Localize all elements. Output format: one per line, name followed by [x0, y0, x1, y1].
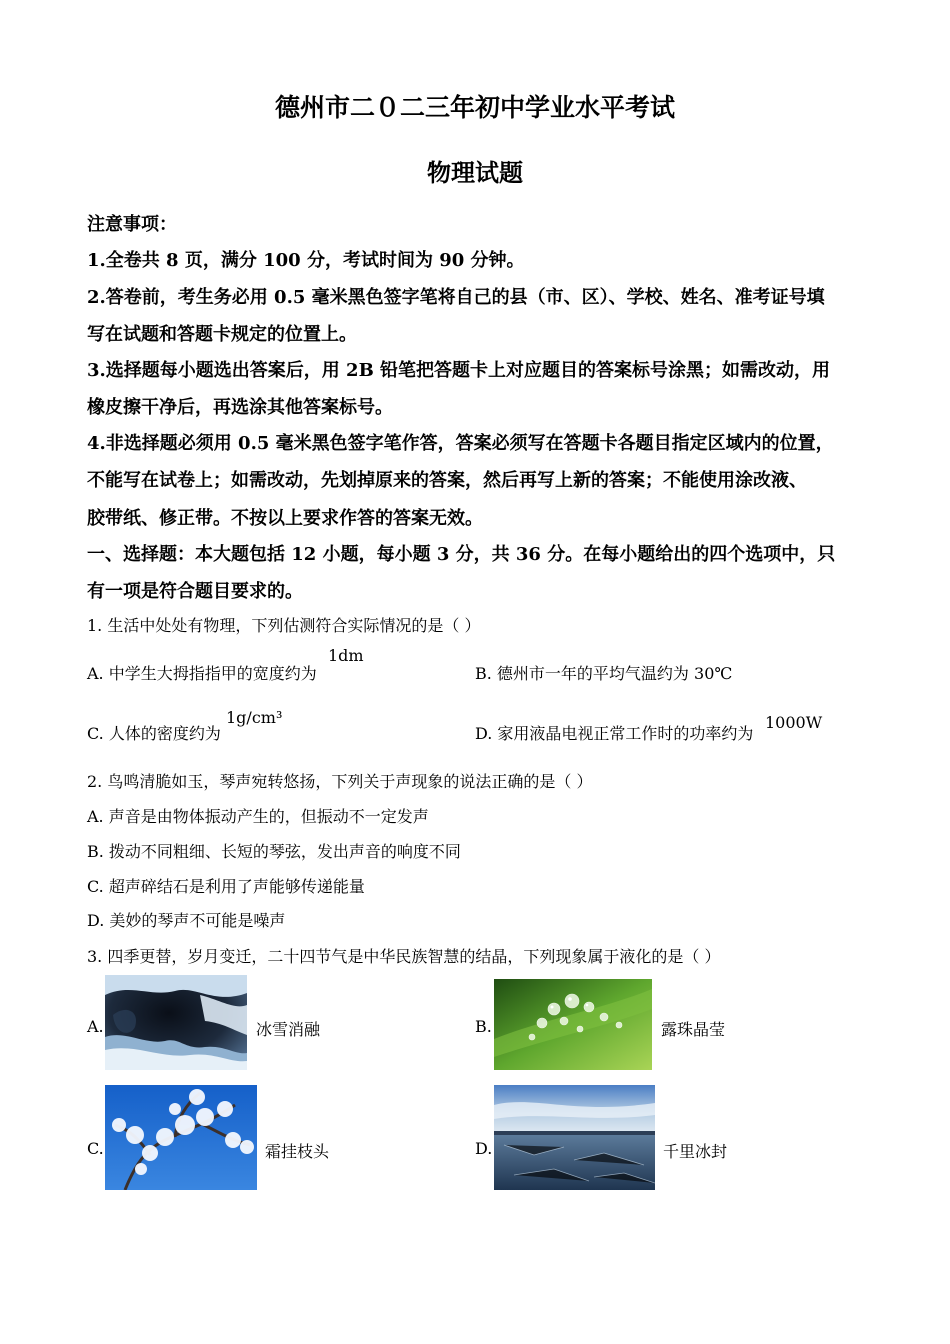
option-c-unit: 1g/cm³ — [226, 708, 283, 727]
notice-line: 不能写在试卷上；如需改动，先划掉原来的答案，然后再写上新的答案；不能使用涂改液、 — [87, 470, 807, 491]
notice-line: 写在试题和答题卡规定的位置上。 — [87, 324, 357, 345]
notice-line: 3.选择题每小题选出答案后，用 2B 铅笔把答题卡上对应题目的答案标号涂黑；如需改动，用 — [87, 360, 831, 381]
option-a-letter: A. — [87, 1017, 104, 1036]
page-subtitle: 物理试题 — [427, 158, 523, 187]
notice-line: 橡皮擦干净后，再选涂其他答案标号。 — [87, 397, 393, 418]
notice-heading: 注意事项： — [87, 214, 177, 235]
notice-line: 1.全卷共 8 页，满分 100 分，考试时间为 90 分钟。 — [87, 250, 525, 271]
option-d-letter: D. — [475, 1139, 493, 1158]
question-stem: 2. 鸟鸣清脆如玉，琴声宛转悠扬，下列关于声现象的说法正确的是（ ） — [87, 772, 593, 791]
option-c-caption: 霜挂枝头 — [265, 1142, 330, 1161]
dew-drops-photo — [494, 979, 652, 1070]
section-heading: 一、选择题：本大题包括 12 小题，每小题 3 分，共 36 分。在每小题给出的四个选项中，只 — [87, 544, 836, 565]
option-d-caption: 千里冰封 — [663, 1142, 728, 1161]
option-c-letter: C. — [87, 1139, 104, 1158]
option-a: A. 中学生大拇指指甲的宽度约为 — [87, 664, 317, 683]
option-d: D. 美妙的琴声不可能是噪声 — [87, 911, 286, 930]
option-d-unit: 1000W — [765, 713, 823, 732]
notice-line: 2.答卷前，考生务必用 0.5 毫米黑色签字笔将自己的县（市、区）、学校、姓名、准考证号填 — [87, 287, 825, 308]
option-b-caption: 露珠晶莹 — [661, 1020, 726, 1039]
notice-line: 4.非选择题必须用 0.5 毫米黑色签字笔作答，答案必须写在答题卡各题目指定区域内的位置， — [87, 433, 834, 454]
page-title: 德州市二０二三年初中学业水平考试 — [274, 93, 675, 122]
melting-ice-photo — [105, 975, 247, 1070]
option-b: B. 拨动不同粗细、长短的琴弦，发出声音的响度不同 — [87, 842, 461, 861]
question-stem: 3. 四季更替，岁月变迁，二十四节气是中华民族智慧的结晶，下列现象属于液化的是（ ） — [87, 947, 721, 966]
option-a: A. 声音是由物体振动产生的，但振动不一定发声 — [87, 807, 429, 826]
option-a-unit: 1dm — [328, 646, 364, 665]
frosted-branches-photo — [105, 1085, 257, 1190]
option-b-letter: B. — [475, 1017, 492, 1036]
option-d: D. 家用液晶电视正常工作时的功率约为 — [475, 724, 754, 743]
option-c: C. 人体的密度约为 — [87, 724, 221, 743]
option-c: C. 超声碎结石是利用了声能够传递能量 — [87, 877, 365, 896]
frozen-lake-photo — [494, 1085, 655, 1190]
option-b: B. 德州市一年的平均气温约为 30℃ — [475, 664, 733, 683]
section-heading: 有一项是符合题目要求的。 — [87, 581, 303, 602]
notice-line: 胶带纸、修正带。不按以上要求作答的答案无效。 — [87, 508, 483, 529]
question-stem: 1. 生活中处处有物理，下列估测符合实际情况的是（ ） — [87, 616, 481, 635]
option-a-caption: 冰雪消融 — [256, 1020, 321, 1039]
